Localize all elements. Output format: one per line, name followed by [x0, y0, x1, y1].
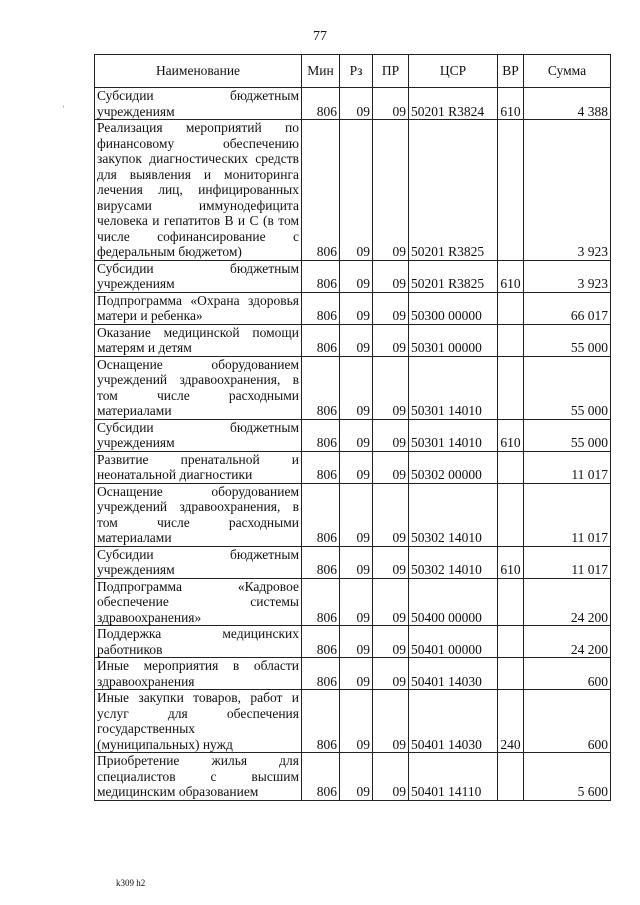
row-sum-cell: 3 923	[524, 260, 611, 292]
row-csr-cell: 50201 R3825	[409, 120, 498, 261]
row-sum-cell: 4 388	[524, 88, 611, 120]
row-csr-cell: 50401 00000	[409, 626, 498, 658]
row-min-cell: 806	[302, 324, 340, 356]
row-csr-cell: 50201 R3825	[409, 260, 498, 292]
row-vr-cell: 610	[498, 546, 524, 578]
row-rz-cell: 09	[340, 753, 373, 801]
row-vr-cell	[498, 120, 524, 261]
row-name-cell: Оснащение оборудованием учреждений здравоохранения, в том числе расходными материалами	[95, 483, 302, 546]
table-row	[95, 578, 611, 626]
row-rz-cell: 09	[340, 324, 373, 356]
row-min-cell: 806	[302, 88, 340, 120]
row-csr-cell: 50401 14110	[409, 753, 498, 801]
row-sum-cell: 55 000	[524, 324, 611, 356]
row-sum-cell: 600	[524, 690, 611, 753]
row-sum-cell: 11 017	[524, 483, 611, 546]
row-min-cell: 806	[302, 419, 340, 451]
table-row	[95, 658, 611, 690]
row-csr-cell: 50302 14010	[409, 483, 498, 546]
column-header-pr: ПР	[373, 55, 409, 88]
table-row	[95, 120, 611, 261]
row-rz-cell: 09	[340, 451, 373, 483]
row-sum-cell: 3 923	[524, 120, 611, 261]
page-number: 77	[313, 29, 327, 44]
table-header-row	[95, 55, 611, 88]
row-pr-cell: 09	[373, 690, 409, 753]
row-rz-cell: 09	[340, 658, 373, 690]
budget-table	[94, 54, 611, 801]
row-name-cell: Иные мероприятия в области здравоохранения	[95, 658, 302, 690]
row-pr-cell: 09	[373, 292, 409, 324]
row-vr-cell: 610	[498, 419, 524, 451]
row-sum-cell: 55 000	[524, 419, 611, 451]
row-csr-cell: 50301 00000	[409, 324, 498, 356]
row-vr-cell: 240	[498, 690, 524, 753]
table-row	[95, 483, 611, 546]
row-sum-cell: 55 000	[524, 356, 611, 419]
table-row	[95, 690, 611, 753]
row-name-cell: Развитие пренатальной и неонатальной диагностики	[95, 451, 302, 483]
row-min-cell: 806	[302, 626, 340, 658]
row-vr-cell	[498, 658, 524, 690]
row-sum-cell: 600	[524, 658, 611, 690]
row-vr-cell	[498, 324, 524, 356]
row-pr-cell: 09	[373, 658, 409, 690]
row-name-cell: Субсидии бюджетным учреждениям	[95, 260, 302, 292]
row-vr-cell	[498, 356, 524, 419]
row-min-cell: 806	[302, 451, 340, 483]
row-name-cell: Поддержка медицинских работников	[95, 626, 302, 658]
row-min-cell: 806	[302, 546, 340, 578]
row-csr-cell: 50301 14010	[409, 356, 498, 419]
column-header-name: Наименование	[95, 55, 302, 88]
row-csr-cell: 50401 14030	[409, 658, 498, 690]
row-pr-cell: 09	[373, 578, 409, 626]
row-min-cell: 806	[302, 356, 340, 419]
row-pr-cell: 09	[373, 419, 409, 451]
row-min-cell: 806	[302, 260, 340, 292]
row-min-cell: 806	[302, 578, 340, 626]
column-header-min: Мин	[302, 55, 340, 88]
row-pr-cell: 09	[373, 483, 409, 546]
row-name-cell: Подпрограмма «Охрана здоровья матери и ребенка»	[95, 292, 302, 324]
row-rz-cell: 09	[340, 578, 373, 626]
row-rz-cell: 09	[340, 292, 373, 324]
column-header-rz: Рз	[340, 55, 373, 88]
row-pr-cell: 09	[373, 626, 409, 658]
table-row	[95, 546, 611, 578]
row-name-cell: Приобретение жилья для специалистов с высшим медицинским образованием	[95, 753, 302, 801]
row-name-cell: Субсидии бюджетным учреждениям	[95, 546, 302, 578]
row-pr-cell: 09	[373, 260, 409, 292]
row-csr-cell: 50400 00000	[409, 578, 498, 626]
row-min-cell: 806	[302, 120, 340, 261]
column-header-sum: Сумма	[524, 55, 611, 88]
row-csr-cell: 50401 14030	[409, 690, 498, 753]
row-vr-cell	[498, 451, 524, 483]
row-pr-cell: 09	[373, 120, 409, 261]
row-min-cell: 806	[302, 658, 340, 690]
row-vr-cell: 610	[498, 260, 524, 292]
row-rz-cell: 09	[340, 356, 373, 419]
row-min-cell: 806	[302, 292, 340, 324]
row-name-cell: Иные закупки товаров, работ и услуг для обеспечения государственных (муниципальных) нужд	[95, 690, 302, 753]
row-sum-cell: 11 017	[524, 451, 611, 483]
row-pr-cell: 09	[373, 88, 409, 120]
column-header-vr: ВР	[498, 55, 524, 88]
row-name-cell: Подпрограмма «Кадровое обеспечение системы здравоохранения»	[95, 578, 302, 626]
row-pr-cell: 09	[373, 451, 409, 483]
table-row	[95, 88, 611, 120]
row-vr-cell: 610	[498, 88, 524, 120]
row-sum-cell: 66 017	[524, 292, 611, 324]
row-vr-cell	[498, 483, 524, 546]
row-name-cell: Субсидии бюджетным учреждениям	[95, 419, 302, 451]
row-pr-cell: 09	[373, 356, 409, 419]
row-csr-cell: 50302 00000	[409, 451, 498, 483]
row-vr-cell	[498, 292, 524, 324]
row-name-cell: Оказание медицинской помощи матерям и детям	[95, 324, 302, 356]
row-rz-cell: 09	[340, 260, 373, 292]
row-rz-cell: 09	[340, 88, 373, 120]
row-sum-cell: 24 200	[524, 578, 611, 626]
row-min-cell: 806	[302, 690, 340, 753]
row-sum-cell: 5 600	[524, 753, 611, 801]
row-csr-cell: 50302 14010	[409, 546, 498, 578]
row-csr-cell: 50201 R3824	[409, 88, 498, 120]
row-rz-cell: 09	[340, 483, 373, 546]
table-row	[95, 419, 611, 451]
row-pr-cell: 09	[373, 324, 409, 356]
row-rz-cell: 09	[340, 546, 373, 578]
row-vr-cell	[498, 578, 524, 626]
row-pr-cell: 09	[373, 546, 409, 578]
row-name-cell: Оснащение оборудованием учреждений здравоохранения, в том числе расходными материалами	[95, 356, 302, 419]
row-csr-cell: 50301 14010	[409, 419, 498, 451]
row-pr-cell: 09	[373, 753, 409, 801]
row-min-cell: 806	[302, 483, 340, 546]
row-rz-cell: 09	[340, 626, 373, 658]
footer-code: k309 h2	[116, 878, 146, 888]
table-row	[95, 292, 611, 324]
row-name-cell: Субсидии бюджетным учреждениям	[95, 88, 302, 120]
table-row	[95, 260, 611, 292]
row-sum-cell: 11 017	[524, 546, 611, 578]
row-vr-cell	[498, 753, 524, 801]
row-csr-cell: 50300 00000	[409, 292, 498, 324]
row-rz-cell: 09	[340, 690, 373, 753]
row-name-cell: Реализация мероприятий по финансовому обеспечению закупок диагностических средств для выявления и мониторинга лечения лиц, инфицированных вирусами иммунодефицита человека и гепатитов В и С (в том числе софинансирование с федеральным бюджетом)	[95, 120, 302, 261]
table-row	[95, 356, 611, 419]
table-row	[95, 626, 611, 658]
row-sum-cell: 24 200	[524, 626, 611, 658]
row-vr-cell	[498, 626, 524, 658]
table-row	[95, 753, 611, 801]
margin-mark: ˒	[62, 100, 65, 110]
row-rz-cell: 09	[340, 120, 373, 261]
table-row	[95, 324, 611, 356]
row-rz-cell: 09	[340, 419, 373, 451]
table-row	[95, 451, 611, 483]
column-header-csr: ЦСР	[409, 55, 498, 88]
row-min-cell: 806	[302, 753, 340, 801]
